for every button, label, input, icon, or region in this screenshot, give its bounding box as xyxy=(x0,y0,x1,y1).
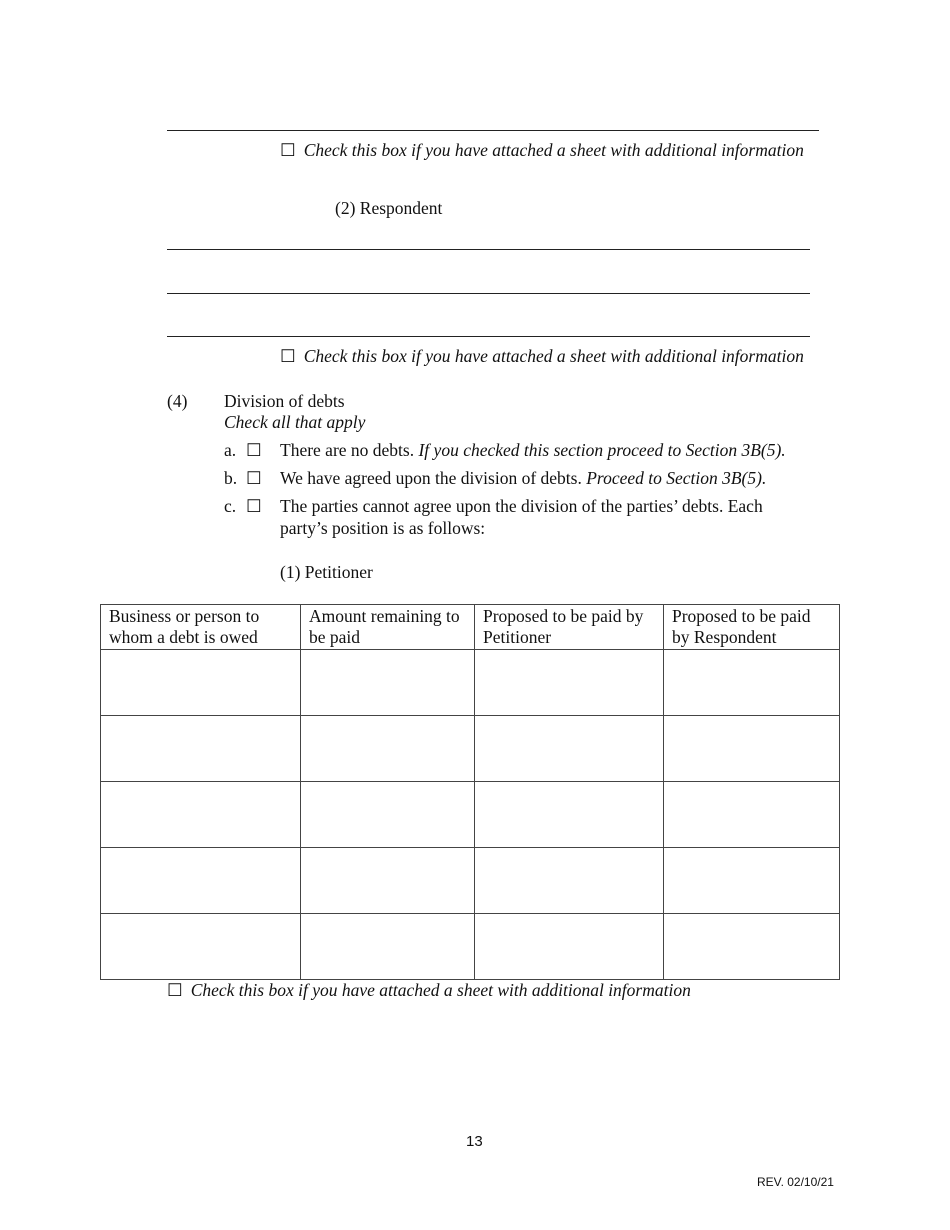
attach-checkbox-3[interactable] xyxy=(167,980,691,1001)
table-row xyxy=(101,848,840,914)
table-cell[interactable] xyxy=(664,716,840,782)
option-instruction: If you checked this section proceed to Section 3B(5). xyxy=(418,440,786,460)
answer-line[interactable] xyxy=(167,130,819,131)
table-row xyxy=(101,914,840,980)
debts-table xyxy=(100,604,840,980)
answer-line[interactable] xyxy=(167,249,810,250)
table-cell[interactable] xyxy=(301,848,475,914)
table-cell[interactable] xyxy=(101,782,301,848)
table-cell[interactable] xyxy=(301,782,475,848)
option-a-text xyxy=(280,440,786,461)
option-text: We have agreed upon the division of debts. xyxy=(280,468,587,488)
column-header: Business or person to whom a debt is owed xyxy=(101,605,301,650)
table-row xyxy=(101,782,840,848)
checkbox-icon[interactable]: ☐ xyxy=(280,346,296,366)
table-cell[interactable] xyxy=(664,650,840,716)
table-cell[interactable] xyxy=(301,914,475,980)
column-header: Amount remaining to be paid xyxy=(301,605,475,650)
attach-checkbox-2[interactable] xyxy=(280,346,804,367)
attach-note: Check this box if you have attached a sheet with additional information xyxy=(190,980,691,1000)
table-cell[interactable] xyxy=(664,914,840,980)
table-cell[interactable] xyxy=(475,848,664,914)
table-cell[interactable] xyxy=(101,650,301,716)
option-c-checkbox[interactable]: ☐ xyxy=(246,496,262,516)
table-row xyxy=(101,716,840,782)
section-number: (4) xyxy=(167,391,188,411)
table-cell[interactable] xyxy=(475,782,664,848)
table-row xyxy=(101,650,840,716)
column-header: Proposed to be paid by Petitioner xyxy=(475,605,664,650)
option-b-text xyxy=(280,468,766,489)
option-letter: c. xyxy=(224,496,237,516)
table-cell[interactable] xyxy=(475,650,664,716)
option-a-checkbox[interactable]: ☐ xyxy=(246,440,262,460)
table-cell[interactable] xyxy=(101,716,301,782)
answer-line[interactable] xyxy=(167,336,810,337)
option-c-text: The parties cannot agree upon the division of the parties’ debts. Each xyxy=(280,496,763,516)
attach-checkbox-1[interactable] xyxy=(280,140,804,161)
table-cell[interactable] xyxy=(301,716,475,782)
answer-line[interactable] xyxy=(167,293,810,294)
table-cell[interactable] xyxy=(664,848,840,914)
table-cell[interactable] xyxy=(301,650,475,716)
revision-date: REV. 02/10/21 xyxy=(757,1175,834,1189)
attach-note: Check this box if you have attached a sheet with additional information xyxy=(303,140,804,160)
option-letter: b. xyxy=(224,468,238,488)
table-header-row xyxy=(101,605,840,650)
respondent-heading: (2) Respondent xyxy=(335,198,443,218)
table-cell[interactable] xyxy=(664,782,840,848)
option-text: There are no debts. xyxy=(280,440,419,460)
page-number: 13 xyxy=(466,1133,483,1150)
section-instruction: Check all that apply xyxy=(224,412,366,432)
attach-note: Check this box if you have attached a sheet with additional information xyxy=(303,346,804,366)
option-instruction: Proceed to Section 3B(5). xyxy=(586,468,767,488)
table-cell[interactable] xyxy=(101,914,301,980)
option-b-checkbox[interactable]: ☐ xyxy=(246,468,262,488)
column-header: Proposed to be paid by Respondent xyxy=(664,605,840,650)
table-cell[interactable] xyxy=(475,716,664,782)
checkbox-icon[interactable]: ☐ xyxy=(167,980,183,1000)
checkbox-icon[interactable]: ☐ xyxy=(280,140,296,160)
petitioner-heading: (1) Petitioner xyxy=(280,562,373,582)
option-c-text-continued: party’s position is as follows: xyxy=(280,518,486,538)
table-cell[interactable] xyxy=(475,914,664,980)
option-letter: a. xyxy=(224,440,237,460)
table-cell[interactable] xyxy=(101,848,301,914)
section-title: Division of debts xyxy=(224,391,345,411)
